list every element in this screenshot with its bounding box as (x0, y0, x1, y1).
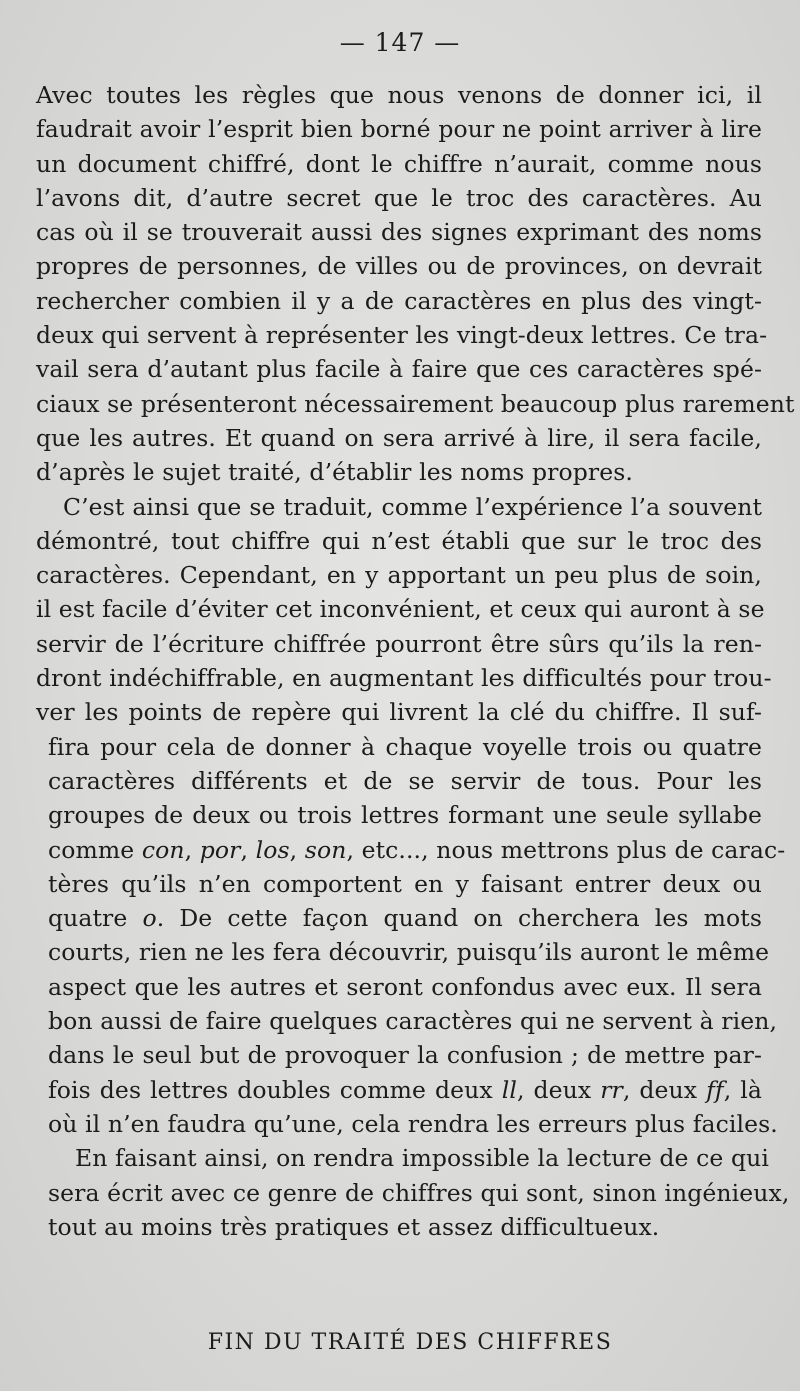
text-line: tout au moins très pratiques et assez difficultueux. (48, 1212, 660, 1241)
text-line: vail sera d’autant plus facile à faire que ces caractères spé- (36, 355, 762, 384)
text-line: quatre o. De cette façon quand on cherchera les mots (48, 904, 762, 933)
italic-word: por (199, 835, 241, 864)
text-line: deux qui servent à représenter les vingt-deux lettres. Ce tra- (36, 321, 768, 350)
text-line: caractères différents et de se servir de tous. Pour les (48, 766, 762, 795)
text-line: faudrait avoir l’esprit bien borné pour ne point arriver à lire (36, 115, 762, 144)
text-line: servir de l’écriture chiffrée pourront être sûrs qu’ils la ren- (36, 629, 762, 658)
text-line: Avec toutes les règles que nous venons de donner ici, il (36, 81, 762, 109)
text-line: ciaux se présenteront nécessairement beaucoup plus rarement (36, 389, 795, 418)
text-line: C’est ainsi que se traduit, comme l’expérience l’a souvent (63, 492, 762, 521)
italic-word: ff (706, 1075, 724, 1104)
text-line: bon aussi de faire quelques caractères qui ne servent à rien, (48, 1007, 778, 1036)
text-line: un document chiffré, dont le chiffre n’aurait, comme nous (36, 149, 762, 178)
italic-word: con (141, 835, 185, 864)
text-line: groupes de deux ou trois lettres formant une seule syllabe (48, 801, 762, 830)
text-line: En faisant ainsi, on rendra impossible la lecture de ce qui (75, 1144, 769, 1173)
page-number: — 147 — (339, 28, 461, 57)
text-line: sera écrit avec ce genre de chiffres qui sont, sinon ingénieux, (48, 1178, 790, 1207)
text-line: fois des lettres doubles comme deux ll, deux rr, deux ff, là (48, 1075, 762, 1104)
text-line: démontré, tout chiffre qui n’est établi que sur le troc des (36, 526, 762, 555)
italic-word: son (304, 835, 347, 864)
italic-word: rr (600, 1075, 623, 1104)
text-line: propres de personnes, de villes ou de provinces, on devrait (36, 252, 762, 281)
colophon-end-title: FIN DU TRAITÉ DES CHIFFRES (207, 1330, 613, 1355)
text-line: fira pour cela de donner à chaque voyelle trois ou quatre (48, 732, 762, 761)
text-line: l’avons dit, d’autre secret que le troc des caractères. Au (36, 183, 762, 212)
text-line: aspect que les autres et seront confondus avec eux. Il sera (48, 972, 762, 1001)
text-line: ver les points de repère qui livrent la clé du chiffre. Il suf- (36, 698, 762, 727)
text-line: dans le seul but de provoquer la confusion ; de mettre par- (48, 1041, 762, 1070)
text-line: cas où il se trouverait aussi des signes exprimant des noms (36, 218, 762, 247)
text-line: où il n’en faudra qu’une, cela rendra les erreurs plus faciles. (48, 1109, 778, 1138)
text-line: il est facile d’éviter cet inconvénient, et ceux qui auront à se (36, 595, 765, 624)
text-line: d’après le sujet traité, d’établir les noms propres. (36, 458, 633, 487)
body-text (36, 78, 795, 1244)
italic-word: los (255, 835, 290, 864)
text-line: courts, rien ne les fera découvrir, puisqu’ils auront le même (48, 938, 770, 967)
text-line: comme con, por, los, son, etc..., nous mettrons plus de carac- (48, 835, 786, 864)
text-line: dront indéchiffrable, en augmentant les difficultés pour trou- (36, 664, 772, 693)
italic-word: o (142, 904, 157, 933)
text-line: que les autres. Et quand on sera arrivé à lire, il sera facile, (36, 423, 762, 452)
text-line: caractères. Cependant, en y apportant un peu plus de soin, (36, 561, 762, 590)
italic-word: ll (501, 1075, 517, 1104)
text-line: tères qu’ils n’en comportent en y faisant entrer deux ou (48, 869, 762, 898)
text-line: rechercher combien il y a de caractères en plus des vingt- (36, 286, 762, 315)
